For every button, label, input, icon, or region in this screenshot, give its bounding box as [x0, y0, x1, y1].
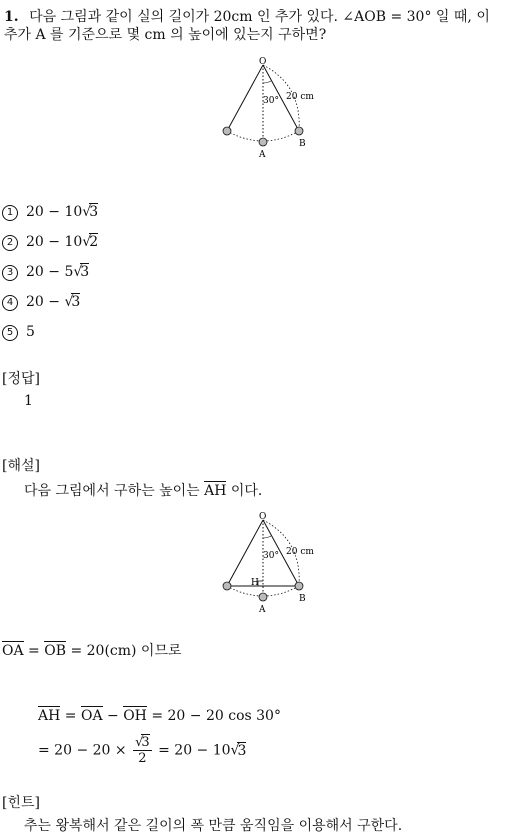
option-marker: 1 [2, 205, 18, 221]
hint-text: 추는 왕복해서 같은 길이의 폭 만큼 움직임을 이용해서 구한다. [24, 818, 403, 834]
option-5[interactable]: 5 5 [2, 324, 35, 341]
option-2[interactable]: 2 20 − 10√2 [2, 234, 98, 251]
fig2-label-h: H [251, 578, 259, 588]
option-1[interactable]: 1 20 − 10√3 [2, 204, 98, 221]
explanation-heading: [해설] [2, 458, 40, 474]
option-3[interactable]: 3 20 − 5√3 [2, 264, 89, 281]
option-4[interactable]: 4 20 − √3 [2, 294, 80, 311]
fig2-label-a: A [259, 605, 266, 615]
equation-2: AH = OA − OH = 20 − 20 cos 30° [38, 708, 281, 724]
explanation-line-1: 다음 그림에서 구하는 높이는 AH 이다. [24, 483, 263, 499]
pendulum-figure-1 [210, 55, 320, 160]
option-marker: 5 [2, 325, 18, 341]
hint-heading: [힌트] [2, 795, 40, 811]
option-marker: 2 [2, 235, 18, 251]
equation-1: OA = OB = 20(cm) 이므로 [2, 643, 182, 659]
fig1-label-o: O [259, 57, 267, 67]
fig1-label-a: A [259, 150, 266, 160]
answer-value: 1 [24, 393, 33, 409]
fig2-label-o: O [259, 512, 267, 522]
fig2-label-length: 20 cm [286, 547, 314, 557]
question-number: 1. [4, 9, 19, 25]
fraction-sqrt3-over-2: $\frac{√3}{2}$ [135, 735, 150, 766]
equation-3: = 20 − 20 × $\frac{√3}{2}$ = 20 − 10√3 [38, 735, 247, 766]
fig1-label-b: B [299, 139, 306, 149]
option-marker: 3 [2, 265, 18, 281]
pendulum-figure-2 [210, 510, 320, 615]
answer-heading: [정답] [2, 371, 40, 387]
option-marker: 4 [2, 295, 18, 311]
fig1-label-length: 20 cm [286, 92, 314, 102]
fig1-label-angle: 30° [263, 96, 279, 106]
fig2-label-angle: 30° [263, 551, 279, 561]
question-text-2: 추가 A 를 기준으로 몇 cm 의 높이에 있는지 구하면? [4, 27, 327, 43]
fig2-label-b: B [299, 594, 306, 604]
question-text-1: 다음 그림과 같이 실의 길이가 20cm 인 추가 있다. ∠AOB = 30° 일 때, 이 [29, 9, 490, 25]
question-line-1 [4, 6, 490, 26]
